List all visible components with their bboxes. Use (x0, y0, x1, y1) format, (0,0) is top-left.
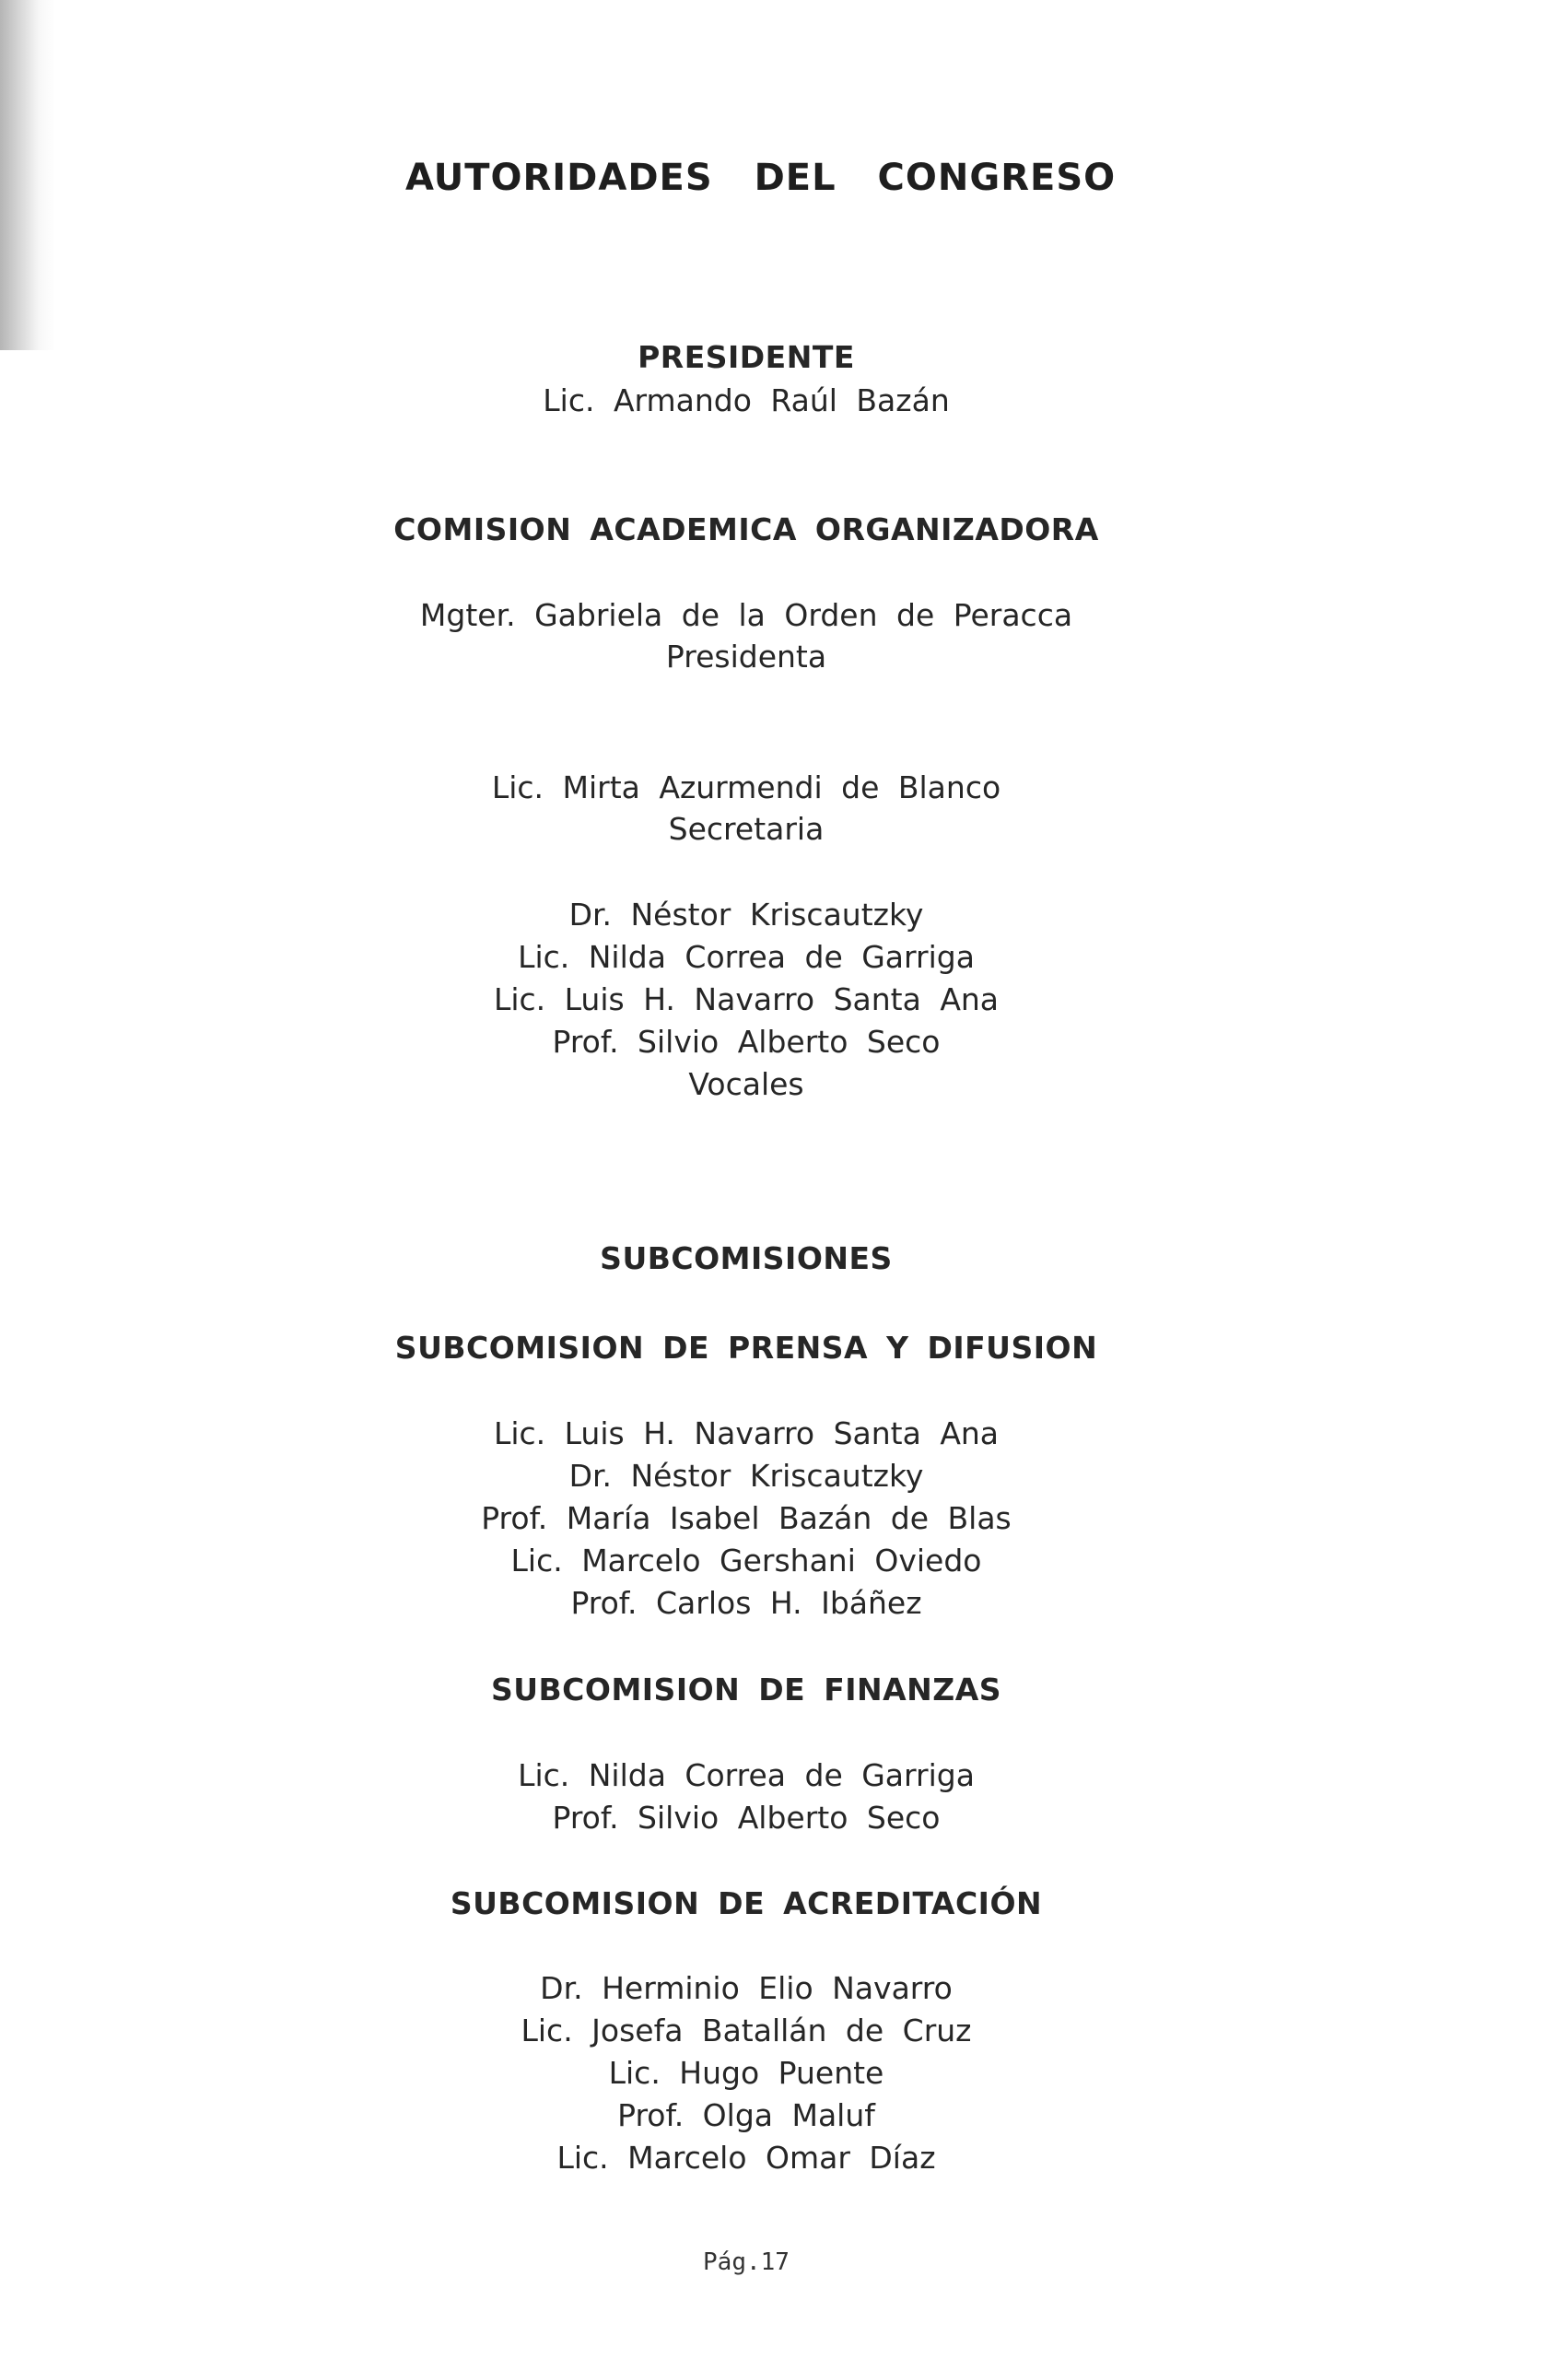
prensa-member: Prof. María Isabel Bazán de Blas (481, 1500, 1012, 1536)
acreditacion-member: Lic. Josefa Batallán de Cruz (521, 2013, 972, 2048)
prensa-member: Prof. Carlos H. Ibáñez (570, 1585, 922, 1621)
comision-secretaria-name: Lic. Mirta Azurmendi de Blanco (491, 769, 1001, 805)
prensa-member: Lic. Luis H. Navarro Santa Ana (493, 1415, 1000, 1451)
comision-vocal: Lic. Nilda Correa de Garriga (518, 939, 975, 975)
finanzas-member: Prof. Silvio Alberto Seco (552, 1800, 941, 1836)
subcomisiones-heading: SUBCOMISIONES (600, 1240, 893, 1276)
acreditacion-member: Lic. Hugo Puente (608, 2055, 884, 2091)
comision-vocal: Lic. Luis H. Navarro Santa Ana (493, 981, 1000, 1017)
presidente-name: Lic. Armando Raúl Bazán (543, 382, 950, 418)
comision-vocal: Dr. Néstor Kriscautzky (568, 897, 924, 933)
page-number: Pág.17 (703, 2248, 790, 2276)
finanzas-member: Lic. Nilda Correa de Garriga (518, 1757, 975, 1793)
acreditacion-member: Dr. Herminio Elio Navarro (540, 1970, 953, 2006)
comision-presidenta-role: Presidenta (665, 639, 827, 675)
comision-secretaria-role: Secretaria (668, 811, 825, 847)
comision-vocal: Prof. Silvio Alberto Seco (552, 1024, 941, 1060)
comision-presidenta-name: Mgter. Gabriela de la Orden de Peracca (419, 597, 1073, 633)
acreditacion-member: Prof. Olga Maluf (617, 2097, 875, 2133)
page-title: AUTORIDADES DEL CONGRESO (405, 157, 1117, 199)
acreditacion-member: Lic. Marcelo Omar Díaz (556, 2140, 936, 2176)
prensa-member: Lic. Marcelo Gershani Oviedo (510, 1543, 982, 1579)
prensa-member: Dr. Néstor Kriscautzky (568, 1458, 924, 1494)
presidente-heading: PRESIDENTE (638, 339, 855, 375)
comision-vocales-role: Vocales (688, 1066, 804, 1102)
prensa-heading: SUBCOMISION DE PRENSA Y DIFUSION (394, 1330, 1098, 1366)
acreditacion-heading: SUBCOMISION DE ACREDITACIÓN (450, 1885, 1043, 1921)
comision-heading: COMISION ACADEMICA ORGANIZADORA (393, 511, 1099, 547)
finanzas-heading: SUBCOMISION DE FINANZAS (490, 1672, 1002, 1708)
